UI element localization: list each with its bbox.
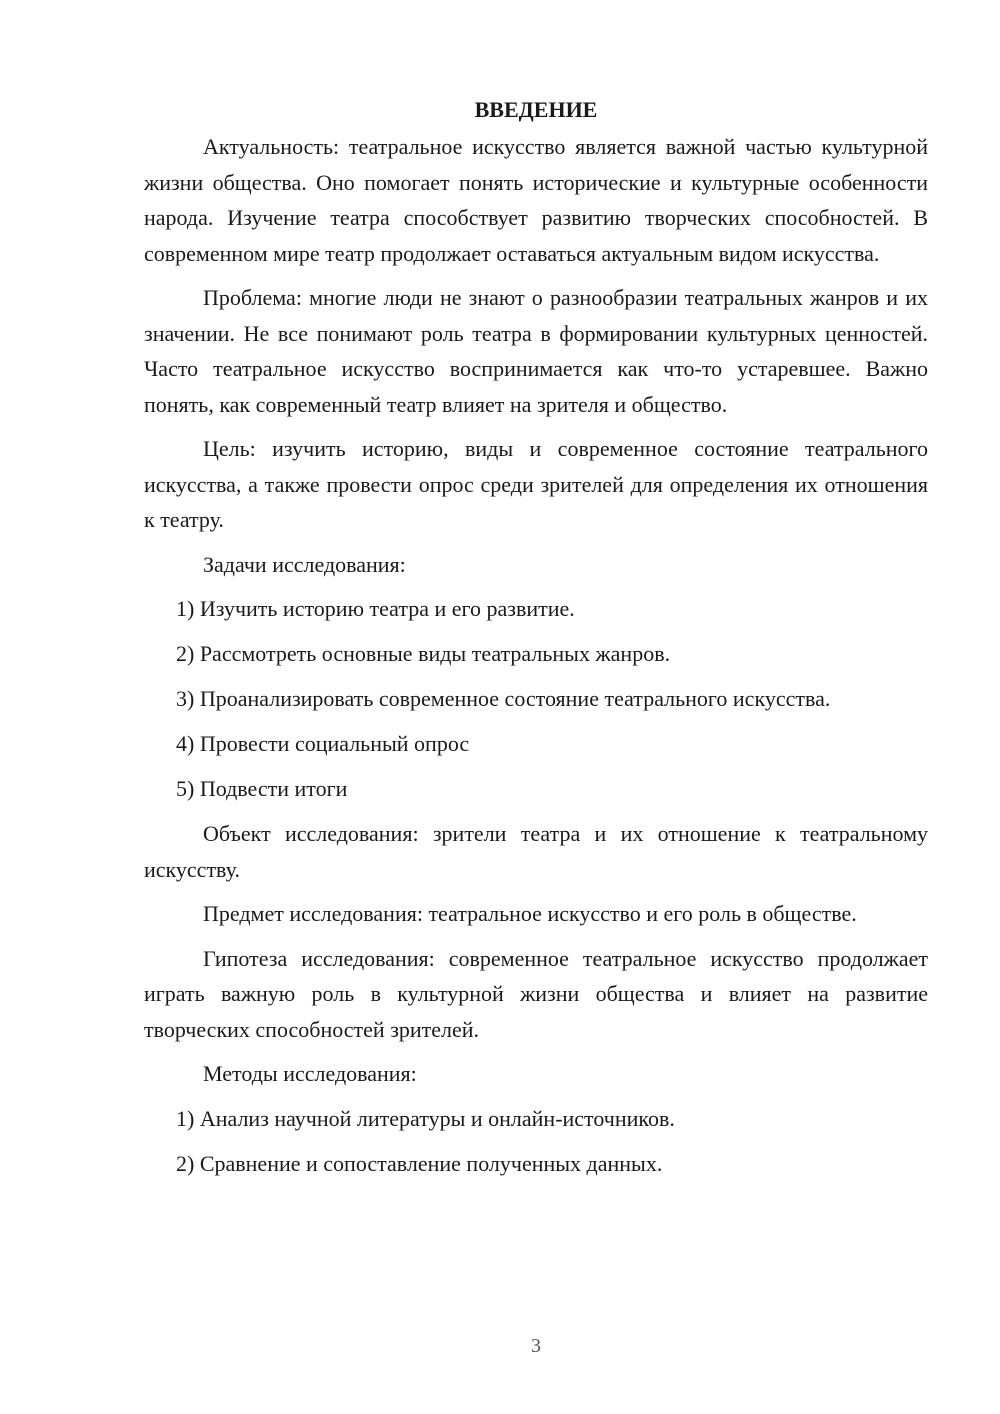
page-title: ВВЕДЕНИЕ bbox=[474, 97, 598, 122]
object-paragraph: Объект исследования: зрители театра и их отношение к театральному искусству. bbox=[144, 821, 928, 882]
list-item: 2) Сравнение и сопоставление полученных данных. bbox=[176, 1150, 663, 1176]
methods-heading: Методы исследования: bbox=[203, 1061, 417, 1086]
list-item: 5) Подвести итоги bbox=[176, 776, 348, 801]
hypothesis-paragraph: Гипотеза исследования: современное театральное искусство продолжает играть важную роль в культурной жизни общества и влияет на развитие творческих способностей зрителей. bbox=[144, 945, 928, 1042]
list-item: 1) Анализ научной литературы и онлайн-источников. bbox=[176, 1105, 675, 1131]
list-item: 2) Рассмотреть основные виды театральных жанров. bbox=[176, 641, 671, 666]
page-number: 3 bbox=[531, 1335, 541, 1357]
document-page bbox=[144, 92, 928, 1191]
methods-list bbox=[144, 1101, 928, 1182]
list-item: 4) Провести социальный опрос bbox=[176, 731, 470, 756]
tasks-list bbox=[144, 591, 928, 807]
goal-paragraph: Цель: изучить историю, виды и современное состояние театрального искусства, а также провести опрос среди зрителей для определения их отношения к театру. bbox=[144, 436, 928, 532]
tasks-heading: Задачи исследования: bbox=[203, 551, 406, 577]
list-item: 1) Изучить историю театра и его развитие. bbox=[176, 596, 575, 621]
relevance-paragraph: Актуальность: театральное искусство является важной частью культурной жизни общества. Оно помогает понять исторические и культурные особенности народа. Изучение театра способствует развитию творческих способностей. В современном мире театр продолжает оставаться актуальным видом искусства. bbox=[144, 134, 928, 266]
problem-paragraph: Проблема: многие люди не знают о разнообразии театральных жанров и их значении. Не все понимают роль театра в формировании культурных ценностей. Часто театральное искусство воспринимается как что-то устаревшее. Важно понять, как современный театр влияет на зрителя и общество. bbox=[144, 285, 928, 417]
subject-paragraph: Предмет исследования: театральное искусство и его роль в обществе. bbox=[203, 901, 857, 926]
list-item: 3) Проанализировать современное состояние театрального искусства. bbox=[176, 686, 831, 711]
